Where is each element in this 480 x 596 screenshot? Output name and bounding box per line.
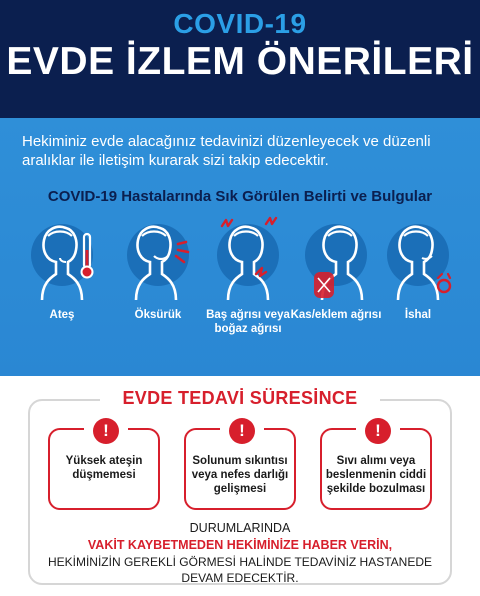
alert-icon: ! [229,418,255,444]
alert-icon: ! [365,418,391,444]
hospital-note-line1: HEKİMİNİZİN GEREKLİ GÖRMESİ HALİNDE TEDAVİNİZ HASTANEDE [47,555,433,569]
header-supertitle: COVID-19 [173,8,307,39]
symptom-label: İshal [404,309,432,321]
symptom-headache [200,212,296,372]
warning-card-breathing [184,421,296,510]
warning-card-text: Sıvı alımı veya beslenmenin ciddi şekilde bozulması [325,455,427,495]
treatment-title: EVDE TEDAVİ SÜRESİNCE [122,388,358,408]
symptom-label: Öksürük [134,309,182,321]
symptoms-title: COVID-19 Hastalarında Sık Görülen Belirti ve Bulgular [47,188,433,205]
symptom-label: Ateş [49,309,75,321]
warning-card-fever [48,421,160,510]
thermometer-icon [22,216,102,300]
symptom-label: Baş ağrısı veya boğaz ağrısı [206,309,290,335]
conditions-label: DURUMLARINDA [189,521,291,535]
alert-icon: ! [93,418,119,444]
cough-icon [118,216,198,300]
header-banner [0,0,480,118]
warning-card-nutrition [320,421,432,510]
symptom-cough [110,212,206,372]
warning-card-text: Yüksek ateşin düşmemesi [65,455,143,481]
symptoms-band [0,118,480,376]
symptoms-row [0,212,480,372]
headache-icon [208,216,288,300]
stomach-icon [378,216,458,300]
warning-card-text: Solunum sıkıntısı veya nefes darlığı gelişmesi [191,455,289,495]
page-title: EVDE İZLEM ÖNERİLERİ [6,40,474,83]
hospital-note-line2: DEVAM EDECEKTİR. [181,571,299,585]
urgent-instruction: VAKİT KAYBETMEDEN HEKİMİNİZE HABER VERİN, [87,538,393,552]
symptom-diarrhea [370,212,466,372]
muscle-pain-icon [296,216,376,300]
intro-text: Hekiminiz evde alacağınız tedavinizi düzenleyecek ve düzenli aralıklar ile iletişim kurarak sizi takip edecektir. [22,133,431,169]
symptom-fever [14,212,110,372]
symptom-label: Kas/eklem ağrısı [290,309,382,321]
